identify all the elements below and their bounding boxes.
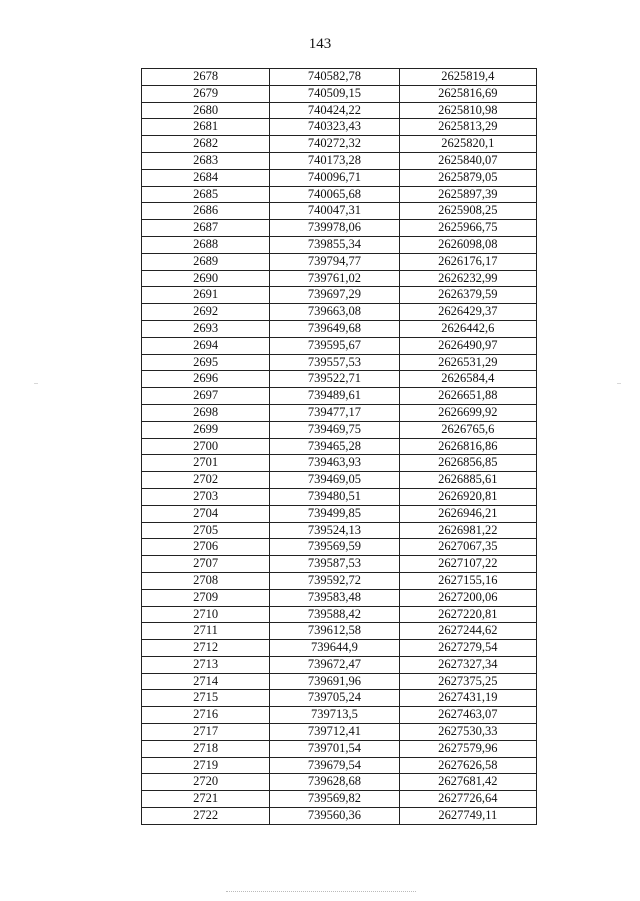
x-coordinate-cell: 739469,75 xyxy=(270,421,399,438)
y-coordinate-cell: 2627626,58 xyxy=(399,757,536,774)
point-number-cell: 2681 xyxy=(142,119,270,136)
table-row xyxy=(142,304,537,321)
x-coordinate-cell: 739679,54 xyxy=(270,757,399,774)
point-number-cell: 2678 xyxy=(142,69,270,86)
table-row xyxy=(142,354,537,371)
y-coordinate-cell: 2626442,6 xyxy=(399,320,536,337)
table-row xyxy=(142,539,537,556)
point-number-cell: 2687 xyxy=(142,220,270,237)
table-row xyxy=(142,371,537,388)
x-coordinate-cell: 739465,28 xyxy=(270,438,399,455)
y-coordinate-cell: 2626098,08 xyxy=(399,236,536,253)
point-number-cell: 2699 xyxy=(142,421,270,438)
y-coordinate-cell: 2627375,25 xyxy=(399,673,536,690)
x-coordinate-cell: 739691,96 xyxy=(270,673,399,690)
table-row xyxy=(142,236,537,253)
point-number-cell: 2694 xyxy=(142,337,270,354)
point-number-cell: 2686 xyxy=(142,203,270,220)
page-number: 143 xyxy=(308,36,332,52)
x-coordinate-cell: 739489,61 xyxy=(270,388,399,405)
table-row xyxy=(142,337,537,354)
table-row xyxy=(142,102,537,119)
point-number-cell: 2711 xyxy=(142,623,270,640)
x-coordinate-cell: 739663,08 xyxy=(270,304,399,321)
table-row xyxy=(142,522,537,539)
y-coordinate-cell: 2626176,17 xyxy=(399,253,536,270)
x-coordinate-cell: 740173,28 xyxy=(270,152,399,169)
x-coordinate-cell: 739712,41 xyxy=(270,724,399,741)
point-number-cell: 2719 xyxy=(142,757,270,774)
table-row xyxy=(142,724,537,741)
y-coordinate-cell: 2625879,05 xyxy=(399,169,536,186)
table-row xyxy=(142,472,537,489)
x-coordinate-cell: 739569,59 xyxy=(270,539,399,556)
y-coordinate-cell: 2626816,86 xyxy=(399,438,536,455)
y-coordinate-cell: 2625810,98 xyxy=(399,102,536,119)
point-number-cell: 2707 xyxy=(142,556,270,573)
coordinates-table-body xyxy=(142,69,537,825)
point-number-cell: 2704 xyxy=(142,505,270,522)
coordinates-table xyxy=(141,68,537,825)
point-number-cell: 2689 xyxy=(142,253,270,270)
point-number-cell: 2698 xyxy=(142,404,270,421)
table-row xyxy=(142,438,537,455)
table-row xyxy=(142,791,537,808)
x-coordinate-cell: 739713,5 xyxy=(270,707,399,724)
x-coordinate-cell: 739469,05 xyxy=(270,472,399,489)
table-row xyxy=(142,740,537,757)
x-coordinate-cell: 739644,9 xyxy=(270,640,399,657)
x-coordinate-cell: 739794,77 xyxy=(270,253,399,270)
y-coordinate-cell: 2625908,25 xyxy=(399,203,536,220)
y-coordinate-cell: 2627463,07 xyxy=(399,707,536,724)
x-coordinate-cell: 740424,22 xyxy=(270,102,399,119)
table-row xyxy=(142,656,537,673)
point-number-cell: 2701 xyxy=(142,455,270,472)
x-coordinate-cell: 739672,47 xyxy=(270,656,399,673)
y-coordinate-cell: 2625820,1 xyxy=(399,136,536,153)
table-row xyxy=(142,152,537,169)
point-number-cell: 2718 xyxy=(142,740,270,757)
x-coordinate-cell: 739978,06 xyxy=(270,220,399,237)
x-coordinate-cell: 739522,71 xyxy=(270,371,399,388)
y-coordinate-cell: 2626699,92 xyxy=(399,404,536,421)
y-coordinate-cell: 2627200,06 xyxy=(399,589,536,606)
point-number-cell: 2679 xyxy=(142,85,270,102)
table-row xyxy=(142,85,537,102)
y-coordinate-cell: 2627681,42 xyxy=(399,774,536,791)
point-number-cell: 2700 xyxy=(142,438,270,455)
table-row xyxy=(142,505,537,522)
point-number-cell: 2709 xyxy=(142,589,270,606)
y-coordinate-cell: 2627579,96 xyxy=(399,740,536,757)
table-row xyxy=(142,270,537,287)
x-coordinate-cell: 739701,54 xyxy=(270,740,399,757)
table-row xyxy=(142,640,537,657)
table-row xyxy=(142,320,537,337)
table-row xyxy=(142,404,537,421)
y-coordinate-cell: 2626651,88 xyxy=(399,388,536,405)
point-number-cell: 2703 xyxy=(142,488,270,505)
x-coordinate-cell: 739588,42 xyxy=(270,606,399,623)
x-coordinate-cell: 739697,29 xyxy=(270,287,399,304)
point-number-cell: 2682 xyxy=(142,136,270,153)
x-coordinate-cell: 740065,68 xyxy=(270,186,399,203)
table-row xyxy=(142,169,537,186)
x-coordinate-cell: 739557,53 xyxy=(270,354,399,371)
table-row xyxy=(142,606,537,623)
y-coordinate-cell: 2626584,4 xyxy=(399,371,536,388)
point-number-cell: 2706 xyxy=(142,539,270,556)
scan-speck: .. xyxy=(34,377,38,386)
point-number-cell: 2693 xyxy=(142,320,270,337)
table-row xyxy=(142,203,537,220)
y-coordinate-cell: 2627530,33 xyxy=(399,724,536,741)
table-row xyxy=(142,421,537,438)
point-number-cell: 2713 xyxy=(142,656,270,673)
point-number-cell: 2702 xyxy=(142,472,270,489)
y-coordinate-cell: 2627749,11 xyxy=(399,808,536,825)
point-number-cell: 2717 xyxy=(142,724,270,741)
y-coordinate-cell: 2626765,6 xyxy=(399,421,536,438)
y-coordinate-cell: 2626856,85 xyxy=(399,455,536,472)
x-coordinate-cell: 739499,85 xyxy=(270,505,399,522)
table-row xyxy=(142,186,537,203)
y-coordinate-cell: 2626885,61 xyxy=(399,472,536,489)
y-coordinate-cell: 2625966,75 xyxy=(399,220,536,237)
y-coordinate-cell: 2626946,21 xyxy=(399,505,536,522)
table-row xyxy=(142,69,537,86)
x-coordinate-cell: 739705,24 xyxy=(270,690,399,707)
table-row xyxy=(142,774,537,791)
y-coordinate-cell: 2626232,99 xyxy=(399,270,536,287)
point-number-cell: 2685 xyxy=(142,186,270,203)
y-coordinate-cell: 2625897,39 xyxy=(399,186,536,203)
table-row xyxy=(142,488,537,505)
y-coordinate-cell: 2627726,64 xyxy=(399,791,536,808)
point-number-cell: 2680 xyxy=(142,102,270,119)
table-row xyxy=(142,253,537,270)
point-number-cell: 2683 xyxy=(142,152,270,169)
point-number-cell: 2697 xyxy=(142,388,270,405)
y-coordinate-cell: 2625816,69 xyxy=(399,85,536,102)
point-number-cell: 2715 xyxy=(142,690,270,707)
table-row xyxy=(142,707,537,724)
x-coordinate-cell: 740096,71 xyxy=(270,169,399,186)
point-number-cell: 2691 xyxy=(142,287,270,304)
y-coordinate-cell: 2627244,62 xyxy=(399,623,536,640)
point-number-cell: 2710 xyxy=(142,606,270,623)
table-row xyxy=(142,673,537,690)
scan-edge-line xyxy=(226,891,416,892)
x-coordinate-cell: 739592,72 xyxy=(270,572,399,589)
table-row xyxy=(142,455,537,472)
table-row xyxy=(142,690,537,707)
point-number-cell: 2688 xyxy=(142,236,270,253)
point-number-cell: 2721 xyxy=(142,791,270,808)
table-row xyxy=(142,623,537,640)
point-number-cell: 2712 xyxy=(142,640,270,657)
x-coordinate-cell: 739463,93 xyxy=(270,455,399,472)
table-row xyxy=(142,220,537,237)
x-coordinate-cell: 739761,02 xyxy=(270,270,399,287)
scan-speck: .. xyxy=(617,377,621,386)
x-coordinate-cell: 739524,13 xyxy=(270,522,399,539)
y-coordinate-cell: 2627107,22 xyxy=(399,556,536,573)
y-coordinate-cell: 2627220,81 xyxy=(399,606,536,623)
point-number-cell: 2690 xyxy=(142,270,270,287)
x-coordinate-cell: 739649,68 xyxy=(270,320,399,337)
table-row xyxy=(142,572,537,589)
table-row xyxy=(142,287,537,304)
x-coordinate-cell: 739612,58 xyxy=(270,623,399,640)
x-coordinate-cell: 740047,31 xyxy=(270,203,399,220)
x-coordinate-cell: 739477,17 xyxy=(270,404,399,421)
x-coordinate-cell: 740509,15 xyxy=(270,85,399,102)
y-coordinate-cell: 2627327,34 xyxy=(399,656,536,673)
table-row xyxy=(142,388,537,405)
x-coordinate-cell: 739583,48 xyxy=(270,589,399,606)
point-number-cell: 2696 xyxy=(142,371,270,388)
y-coordinate-cell: 2627155,16 xyxy=(399,572,536,589)
table-row xyxy=(142,119,537,136)
y-coordinate-cell: 2625813,29 xyxy=(399,119,536,136)
y-coordinate-cell: 2626490,97 xyxy=(399,337,536,354)
y-coordinate-cell: 2626379,59 xyxy=(399,287,536,304)
x-coordinate-cell: 740582,78 xyxy=(270,69,399,86)
y-coordinate-cell: 2625819,4 xyxy=(399,69,536,86)
x-coordinate-cell: 739587,53 xyxy=(270,556,399,573)
y-coordinate-cell: 2626531,29 xyxy=(399,354,536,371)
point-number-cell: 2714 xyxy=(142,673,270,690)
y-coordinate-cell: 2627067,35 xyxy=(399,539,536,556)
x-coordinate-cell: 739628,68 xyxy=(270,774,399,791)
y-coordinate-cell: 2625840,07 xyxy=(399,152,536,169)
y-coordinate-cell: 2626429,37 xyxy=(399,304,536,321)
x-coordinate-cell: 739595,67 xyxy=(270,337,399,354)
point-number-cell: 2705 xyxy=(142,522,270,539)
x-coordinate-cell: 740323,43 xyxy=(270,119,399,136)
x-coordinate-cell: 740272,32 xyxy=(270,136,399,153)
table-row xyxy=(142,757,537,774)
y-coordinate-cell: 2627279,54 xyxy=(399,640,536,657)
y-coordinate-cell: 2627431,19 xyxy=(399,690,536,707)
point-number-cell: 2684 xyxy=(142,169,270,186)
x-coordinate-cell: 739560,36 xyxy=(270,808,399,825)
point-number-cell: 2695 xyxy=(142,354,270,371)
y-coordinate-cell: 2626920,81 xyxy=(399,488,536,505)
table-row xyxy=(142,556,537,573)
point-number-cell: 2720 xyxy=(142,774,270,791)
x-coordinate-cell: 739855,34 xyxy=(270,236,399,253)
point-number-cell: 2708 xyxy=(142,572,270,589)
table-row xyxy=(142,589,537,606)
x-coordinate-cell: 739569,82 xyxy=(270,791,399,808)
table-row xyxy=(142,136,537,153)
table-row xyxy=(142,808,537,825)
point-number-cell: 2722 xyxy=(142,808,270,825)
point-number-cell: 2692 xyxy=(142,304,270,321)
point-number-cell: 2716 xyxy=(142,707,270,724)
y-coordinate-cell: 2626981,22 xyxy=(399,522,536,539)
x-coordinate-cell: 739480,51 xyxy=(270,488,399,505)
